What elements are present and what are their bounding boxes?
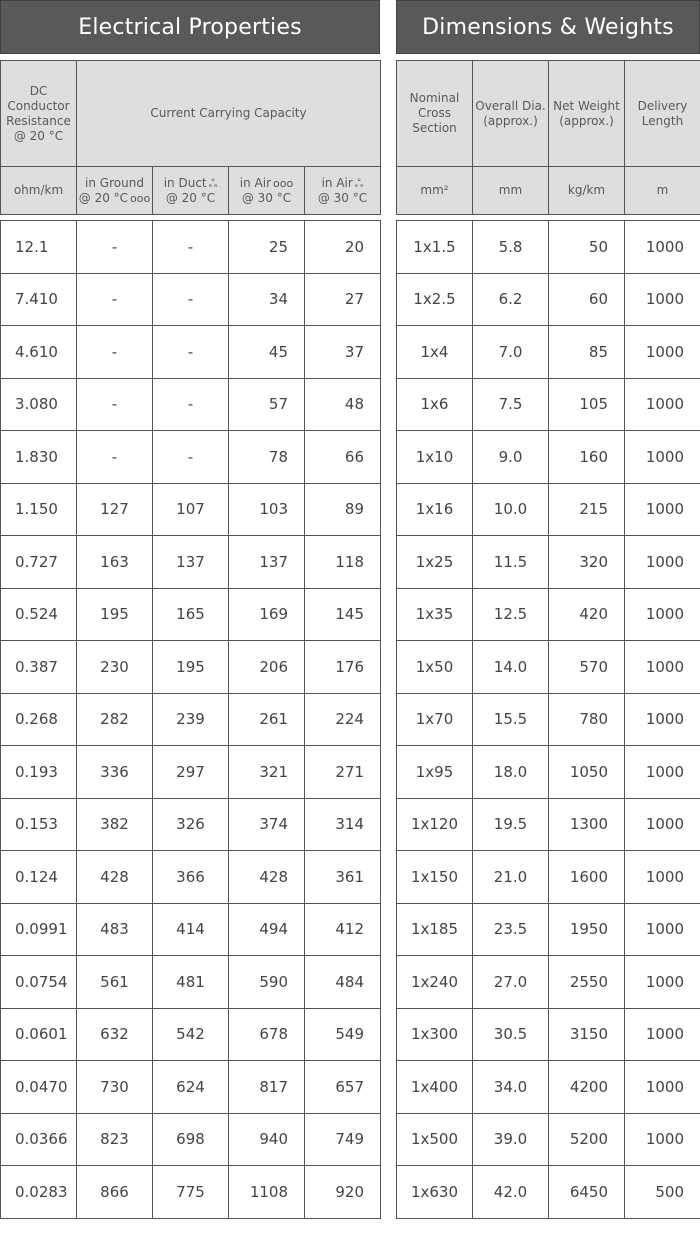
delivery-length-cell: 500 xyxy=(625,1166,700,1219)
in-duct-cell: 775 xyxy=(153,1166,229,1219)
in-air-flat-cell: 374 xyxy=(229,798,305,851)
delivery-length-header: Delivery Length xyxy=(625,61,700,167)
in-air-flat-cell: 940 xyxy=(229,1113,305,1166)
cross-section-cell: 1x240 xyxy=(397,956,473,1009)
delivery-length-cell: 1000 xyxy=(625,326,700,379)
delivery-length-cell: 1000 xyxy=(625,693,700,746)
in-duct-cell: 698 xyxy=(153,1113,229,1166)
cross-section-header: Nominal Cross Section xyxy=(397,61,473,167)
net-weight-cell: 105 xyxy=(549,378,625,431)
cross-section-cell: 1x4 xyxy=(397,326,473,379)
overall-dia-cell: 21.0 xyxy=(473,851,549,904)
resistance-cell: 0.153 xyxy=(1,798,77,851)
dc-resistance-header: DC Conductor Resistance @ 20 °C xyxy=(1,61,77,167)
resistance-cell: 0.727 xyxy=(1,536,77,589)
in-duct-cell: 542 xyxy=(153,1008,229,1061)
in-air-flat-cell: 25 xyxy=(229,221,305,274)
in-air-trefoil-cell: 484 xyxy=(305,956,381,1009)
table-row xyxy=(1,536,381,589)
resistance-unit-header: ohm/km xyxy=(1,167,77,215)
in-air-flat-cell: 169 xyxy=(229,588,305,641)
net-weight-cell: 160 xyxy=(549,431,625,484)
in-duct-temp: @ 20 °C xyxy=(165,190,216,205)
table-row xyxy=(397,903,700,956)
delivery-length-cell: 1000 xyxy=(625,851,700,904)
in-air-flat-cell: 590 xyxy=(229,956,305,1009)
weight-unit: kg/km xyxy=(549,167,625,215)
net-weight-cell: 320 xyxy=(549,536,625,589)
overall-dia-cell: 9.0 xyxy=(473,431,549,484)
in-ground-temp: @ 20 °C xyxy=(78,190,129,205)
overall-dia-cell: 10.0 xyxy=(473,483,549,536)
in-air-trefoil-cell: 224 xyxy=(305,693,381,746)
table-row xyxy=(397,273,700,326)
overall-dia-cell: 42.0 xyxy=(473,1166,549,1219)
resistance-cell: 0.524 xyxy=(1,588,77,641)
in-air-flat-cell: 428 xyxy=(229,851,305,904)
table-row xyxy=(397,536,700,589)
table-row xyxy=(1,431,381,484)
overall-dia-cell: 12.5 xyxy=(473,588,549,641)
in-duct-cell: - xyxy=(153,431,229,484)
in-air-flat-cell: 137 xyxy=(229,536,305,589)
net-weight-cell: 215 xyxy=(549,483,625,536)
in-air-trefoil-cell: 27 xyxy=(305,273,381,326)
net-weight-cell: 1050 xyxy=(549,746,625,799)
resistance-cell: 1.830 xyxy=(1,431,77,484)
in-duct-cell: 195 xyxy=(153,641,229,694)
resistance-cell: 0.0470 xyxy=(1,1061,77,1114)
delivery-length-cell: 1000 xyxy=(625,273,700,326)
current-carrying-capacity-header: Current Carrying Capacity xyxy=(77,61,381,167)
table-row xyxy=(397,326,700,379)
cross-section-cell: 1x400 xyxy=(397,1061,473,1114)
in-duct-cell: 326 xyxy=(153,798,229,851)
in-air-flat-cell: 678 xyxy=(229,1008,305,1061)
table-row xyxy=(1,746,381,799)
resistance-cell: 0.0366 xyxy=(1,1113,77,1166)
overall-dia-cell: 5.8 xyxy=(473,221,549,274)
table-row xyxy=(1,693,381,746)
resistance-cell: 0.0754 xyxy=(1,956,77,1009)
cross-section-cell: 1x95 xyxy=(397,746,473,799)
in-ground-cell: 730 xyxy=(77,1061,153,1114)
overall-dia-cell: 19.5 xyxy=(473,798,549,851)
resistance-cell: 0.124 xyxy=(1,851,77,904)
in-air-trefoil-cell: 176 xyxy=(305,641,381,694)
net-weight-cell: 1600 xyxy=(549,851,625,904)
in-ground-cell: 336 xyxy=(77,746,153,799)
in-air-trefoil-cell: 314 xyxy=(305,798,381,851)
table-row xyxy=(1,221,381,274)
table-row xyxy=(1,1061,381,1114)
net-weight-cell: 5200 xyxy=(549,1113,625,1166)
delivery-length-cell: 1000 xyxy=(625,378,700,431)
in-air-trefoil-cell: 412 xyxy=(305,903,381,956)
cross-section-cell: 1x120 xyxy=(397,798,473,851)
table-row xyxy=(1,956,381,1009)
in-duct-cell: 137 xyxy=(153,536,229,589)
in-air-trefoil-header xyxy=(305,167,381,215)
in-duct-cell: - xyxy=(153,326,229,379)
in-air-trefoil-cell: 89 xyxy=(305,483,381,536)
in-ground-cell: 866 xyxy=(77,1166,153,1219)
in-ground-cell: 483 xyxy=(77,903,153,956)
delivery-length-cell: 1000 xyxy=(625,1113,700,1166)
in-ground-cell: 230 xyxy=(77,641,153,694)
table-row xyxy=(1,1008,381,1061)
net-weight-header: Net Weight (approx.) xyxy=(549,61,625,167)
cross-section-cell: 1x500 xyxy=(397,1113,473,1166)
in-duct-header xyxy=(153,167,229,215)
in-duct-cell: - xyxy=(153,273,229,326)
table-row xyxy=(1,1113,381,1166)
net-weight-cell: 4200 xyxy=(549,1061,625,1114)
in-duct-cell: - xyxy=(153,378,229,431)
overall-dia-cell: 30.5 xyxy=(473,1008,549,1061)
delivery-unit: m xyxy=(625,167,700,215)
delivery-length-cell: 1000 xyxy=(625,746,700,799)
net-weight-cell: 570 xyxy=(549,641,625,694)
delivery-length-cell: 1000 xyxy=(625,641,700,694)
in-air-trefoil-cell: 657 xyxy=(305,1061,381,1114)
in-ground-cell: 163 xyxy=(77,536,153,589)
overall-dia-cell: 11.5 xyxy=(473,536,549,589)
in-air-flat-cell: 78 xyxy=(229,431,305,484)
in-duct-label: in Duct xyxy=(163,175,207,190)
cross-section-cell: 1x10 xyxy=(397,431,473,484)
in-duct-cell: 165 xyxy=(153,588,229,641)
electrical-properties-title: Electrical Properties xyxy=(0,0,380,54)
table-row xyxy=(397,1166,700,1219)
in-duct-cell: 366 xyxy=(153,851,229,904)
flat-formation-icon: ooo xyxy=(130,191,151,205)
in-air-flat-header xyxy=(229,167,305,215)
in-ground-cell: 195 xyxy=(77,588,153,641)
table-row xyxy=(397,798,700,851)
overall-dia-cell: 14.0 xyxy=(473,641,549,694)
table-row xyxy=(397,483,700,536)
in-ground-cell: - xyxy=(77,273,153,326)
resistance-cell: 0.387 xyxy=(1,641,77,694)
table-row xyxy=(1,588,381,641)
cross-section-cell: 1x6 xyxy=(397,378,473,431)
in-ground-cell: 282 xyxy=(77,693,153,746)
in-duct-cell: 624 xyxy=(153,1061,229,1114)
resistance-cell: 3.080 xyxy=(1,378,77,431)
in-duct-cell: 297 xyxy=(153,746,229,799)
cross-section-cell: 1x50 xyxy=(397,641,473,694)
in-air-trefoil-cell: 37 xyxy=(305,326,381,379)
table-row xyxy=(1,326,381,379)
in-air-trefoil-temp: @ 30 °C xyxy=(317,190,368,205)
in-ground-cell: 823 xyxy=(77,1113,153,1166)
net-weight-cell: 420 xyxy=(549,588,625,641)
dia-unit: mm xyxy=(473,167,549,215)
in-air-trefoil-cell: 118 xyxy=(305,536,381,589)
in-ground-label: in Ground xyxy=(85,175,144,190)
resistance-cell: 7.410 xyxy=(1,273,77,326)
overall-dia-cell: 7.0 xyxy=(473,326,549,379)
resistance-cell: 12.1 xyxy=(1,221,77,274)
table-row xyxy=(397,588,700,641)
net-weight-cell: 6450 xyxy=(549,1166,625,1219)
delivery-length-cell: 1000 xyxy=(625,1061,700,1114)
table-row xyxy=(397,431,700,484)
cross-section-cell: 1x185 xyxy=(397,903,473,956)
cross-section-cell: 1x16 xyxy=(397,483,473,536)
delivery-length-cell: 1000 xyxy=(625,221,700,274)
dimensions-weights-table xyxy=(396,60,700,1219)
table-row xyxy=(397,641,700,694)
in-air-trefoil-cell: 920 xyxy=(305,1166,381,1219)
net-weight-cell: 1950 xyxy=(549,903,625,956)
in-air-flat-cell: 103 xyxy=(229,483,305,536)
delivery-length-cell: 1000 xyxy=(625,956,700,1009)
table-row xyxy=(1,378,381,431)
in-air-flat-cell: 206 xyxy=(229,641,305,694)
table-row xyxy=(397,851,700,904)
overall-dia-cell: 15.5 xyxy=(473,693,549,746)
cross-section-cell: 1x35 xyxy=(397,588,473,641)
table-row xyxy=(1,483,381,536)
in-air-flat-cell: 45 xyxy=(229,326,305,379)
in-air-flat-cell: 57 xyxy=(229,378,305,431)
table-row xyxy=(1,273,381,326)
net-weight-cell: 85 xyxy=(549,326,625,379)
cross-section-cell: 1x300 xyxy=(397,1008,473,1061)
in-ground-cell: 127 xyxy=(77,483,153,536)
cross-section-cell: 1x1.5 xyxy=(397,221,473,274)
in-air-trefoil-cell: 549 xyxy=(305,1008,381,1061)
table-row xyxy=(1,1166,381,1219)
overall-dia-cell: 6.2 xyxy=(473,273,549,326)
table-row xyxy=(1,641,381,694)
delivery-length-cell: 1000 xyxy=(625,536,700,589)
net-weight-cell: 50 xyxy=(549,221,625,274)
delivery-length-cell: 1000 xyxy=(625,1008,700,1061)
in-air-flat-label: in Air xyxy=(239,175,272,190)
in-ground-cell: - xyxy=(77,431,153,484)
in-air-flat-cell: 1108 xyxy=(229,1166,305,1219)
in-duct-cell: 239 xyxy=(153,693,229,746)
net-weight-cell: 2550 xyxy=(549,956,625,1009)
electrical-properties-table xyxy=(0,60,381,1219)
net-weight-cell: 3150 xyxy=(549,1008,625,1061)
table-row xyxy=(397,956,700,1009)
in-air-trefoil-cell: 749 xyxy=(305,1113,381,1166)
resistance-cell: 0.193 xyxy=(1,746,77,799)
table-row xyxy=(397,1061,700,1114)
delivery-length-cell: 1000 xyxy=(625,483,700,536)
delivery-length-cell: 1000 xyxy=(625,431,700,484)
cross-section-cell: 1x150 xyxy=(397,851,473,904)
in-air-flat-cell: 321 xyxy=(229,746,305,799)
table-row xyxy=(1,798,381,851)
table-row xyxy=(397,746,700,799)
in-ground-cell: - xyxy=(77,221,153,274)
in-ground-cell: 428 xyxy=(77,851,153,904)
in-ground-cell: 632 xyxy=(77,1008,153,1061)
overall-dia-cell: 23.5 xyxy=(473,903,549,956)
in-ground-cell: - xyxy=(77,326,153,379)
in-duct-cell: - xyxy=(153,221,229,274)
in-air-flat-cell: 817 xyxy=(229,1061,305,1114)
in-air-trefoil-label: in Air xyxy=(321,175,353,190)
table-row xyxy=(397,693,700,746)
in-ground-cell: 561 xyxy=(77,956,153,1009)
resistance-cell: 1.150 xyxy=(1,483,77,536)
in-duct-cell: 107 xyxy=(153,483,229,536)
overall-dia-cell: 34.0 xyxy=(473,1061,549,1114)
table-row xyxy=(1,903,381,956)
in-ground-cell: 382 xyxy=(77,798,153,851)
overall-dia-header: Overall Dia. (approx.) xyxy=(473,61,549,167)
in-air-flat-temp: @ 30 °C xyxy=(241,190,292,205)
in-air-flat-cell: 261 xyxy=(229,693,305,746)
resistance-cell: 0.268 xyxy=(1,693,77,746)
flat-formation-icon: ooo xyxy=(273,176,294,190)
cross-section-cell: 1x70 xyxy=(397,693,473,746)
table-row xyxy=(1,851,381,904)
trefoil-formation-icon: ஃ xyxy=(354,176,364,190)
cross-section-unit: mm² xyxy=(397,167,473,215)
dimensions-weights-title: Dimensions & Weights xyxy=(396,0,700,54)
overall-dia-cell: 27.0 xyxy=(473,956,549,1009)
delivery-length-cell: 1000 xyxy=(625,588,700,641)
in-air-trefoil-cell: 271 xyxy=(305,746,381,799)
overall-dia-cell: 18.0 xyxy=(473,746,549,799)
table-row xyxy=(397,221,700,274)
in-air-trefoil-cell: 145 xyxy=(305,588,381,641)
overall-dia-cell: 7.5 xyxy=(473,378,549,431)
trefoil-formation-icon: ஃ xyxy=(208,176,218,190)
in-ground-header xyxy=(77,167,153,215)
table-row xyxy=(397,1008,700,1061)
table-row xyxy=(397,1113,700,1166)
resistance-cell: 0.0283 xyxy=(1,1166,77,1219)
net-weight-cell: 60 xyxy=(549,273,625,326)
delivery-length-cell: 1000 xyxy=(625,903,700,956)
delivery-length-cell: 1000 xyxy=(625,798,700,851)
cross-section-cell: 1x630 xyxy=(397,1166,473,1219)
in-air-flat-cell: 494 xyxy=(229,903,305,956)
net-weight-cell: 780 xyxy=(549,693,625,746)
in-duct-cell: 414 xyxy=(153,903,229,956)
in-air-trefoil-cell: 20 xyxy=(305,221,381,274)
overall-dia-cell: 39.0 xyxy=(473,1113,549,1166)
in-air-trefoil-cell: 48 xyxy=(305,378,381,431)
resistance-cell: 0.0601 xyxy=(1,1008,77,1061)
net-weight-cell: 1300 xyxy=(549,798,625,851)
in-duct-cell: 481 xyxy=(153,956,229,1009)
dimensions-weights-panel xyxy=(396,0,700,1219)
in-air-flat-cell: 34 xyxy=(229,273,305,326)
in-ground-cell: - xyxy=(77,378,153,431)
in-air-trefoil-cell: 66 xyxy=(305,431,381,484)
in-air-trefoil-cell: 361 xyxy=(305,851,381,904)
cross-section-cell: 1x25 xyxy=(397,536,473,589)
resistance-cell: 0.0991 xyxy=(1,903,77,956)
resistance-cell: 4.610 xyxy=(1,326,77,379)
table-row xyxy=(397,378,700,431)
cross-section-cell: 1x2.5 xyxy=(397,273,473,326)
